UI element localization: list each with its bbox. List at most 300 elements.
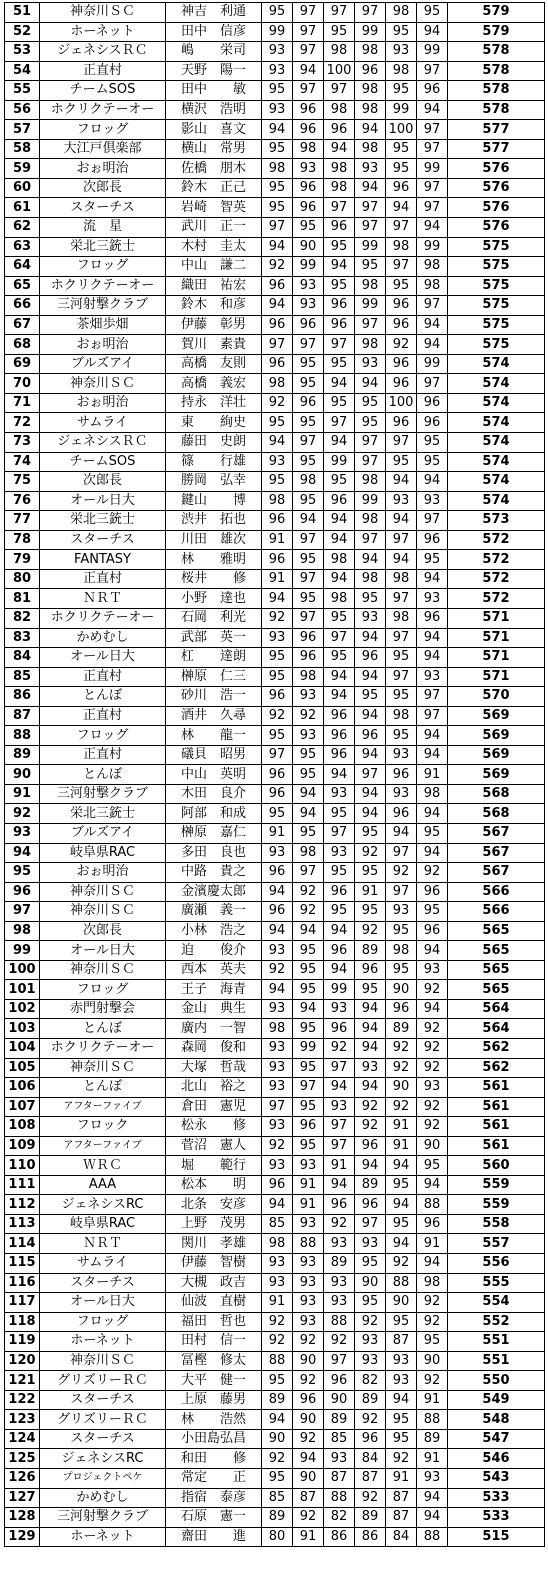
table-row [5,823,545,843]
series-score-cell: 97 [293,433,324,453]
series-score-cell: 88 [417,1195,448,1215]
series-score-cell: 97 [355,452,386,472]
series-score-cell: 90 [293,1410,324,1430]
series-score-cell: 93 [386,1351,417,1371]
series-score-cell: 95 [386,1312,417,1332]
total-score-cell: 551 [448,1332,545,1352]
team-cell: AAA [40,1175,166,1195]
series-score-cell: 90 [386,1078,417,1098]
shooter-name-cell: 酒井 久尋 [166,706,262,726]
series-score-cell: 95 [262,1371,293,1391]
series-score-cell: 92 [293,1508,324,1528]
team-cell: 栄北三銃士 [40,237,166,257]
series-score-cell: 98 [355,139,386,159]
team-cell: グリズリーＲＣ [40,1410,166,1430]
rank-cell: 122 [5,1390,40,1410]
team-cell: 神奈川ＳＣ [40,374,166,394]
shooter-name-cell: 桜井 修 [166,569,262,589]
shooter-name-cell: 中路 貴之 [166,863,262,883]
rank-cell: 90 [5,765,40,785]
series-score-cell: 93 [262,1038,293,1058]
series-score-cell: 95 [355,1254,386,1274]
series-score-cell: 98 [386,608,417,628]
series-score-cell: 93 [262,1058,293,1078]
rank-cell: 60 [5,178,40,198]
series-score-cell: 96 [262,765,293,785]
series-score-cell: 93 [386,902,417,922]
series-score-cell: 93 [293,296,324,316]
rank-cell: 85 [5,667,40,687]
table-row [5,1527,545,1547]
series-score-cell: 96 [293,1117,324,1137]
table-row [5,472,545,492]
total-score-cell: 556 [448,1254,545,1274]
series-score-cell: 98 [417,276,448,296]
series-score-cell: 95 [417,1156,448,1176]
series-score-cell: 95 [293,823,324,843]
team-cell: ホーネット [40,22,166,42]
table-row [5,42,545,62]
series-score-cell: 89 [355,1175,386,1195]
shooter-name-cell: 武部 英一 [166,628,262,648]
team-cell: おぉ明治 [40,393,166,413]
series-score-cell: 92 [417,1019,448,1039]
series-score-cell: 94 [262,980,293,1000]
series-score-cell: 96 [355,960,386,980]
rank-cell: 100 [5,960,40,980]
series-score-cell: 95 [293,218,324,238]
series-score-cell: 95 [417,1332,448,1352]
series-score-cell: 96 [262,276,293,296]
rank-cell: 126 [5,1469,40,1489]
team-cell: かめむし [40,628,166,648]
table-row [5,1449,545,1469]
series-score-cell: 98 [355,100,386,120]
series-score-cell: 88 [417,1410,448,1430]
table-row [5,61,545,81]
shooter-name-cell: 高橋 義宏 [166,374,262,394]
series-score-cell: 94 [417,335,448,355]
series-score-cell: 92 [386,335,417,355]
series-score-cell: 93 [417,589,448,609]
series-score-cell: 96 [262,784,293,804]
series-score-cell: 93 [324,1293,355,1313]
table-row [5,921,545,941]
team-cell: グリズリーＲＣ [40,1371,166,1391]
series-score-cell: 97 [355,315,386,335]
team-cell: サムライ [40,413,166,433]
rank-cell: 114 [5,1234,40,1254]
series-score-cell: 94 [386,823,417,843]
total-score-cell: 560 [448,1156,545,1176]
total-score-cell: 555 [448,1273,545,1293]
series-score-cell: 96 [417,608,448,628]
results-table [4,2,545,1547]
series-score-cell: 91 [262,1293,293,1313]
series-score-cell: 84 [355,1449,386,1469]
series-score-cell: 97 [417,296,448,316]
shooter-name-cell: 和田 修 [166,1449,262,1469]
team-cell: 次郎長 [40,921,166,941]
series-score-cell: 95 [293,1019,324,1039]
shooter-name-cell: 鍵山 博 [166,491,262,511]
team-cell: ホクリクテーオー [40,276,166,296]
series-score-cell: 98 [324,159,355,179]
shooter-name-cell: 杠 達朗 [166,648,262,668]
team-cell: サムライ [40,1254,166,1274]
rank-cell: 79 [5,550,40,570]
table-row [5,960,545,980]
series-score-cell: 95 [324,393,355,413]
rank-cell: 127 [5,1488,40,1508]
rank-cell: 58 [5,139,40,159]
series-score-cell: 94 [386,550,417,570]
series-score-cell: 95 [386,139,417,159]
table-row [5,1390,545,1410]
series-score-cell: 98 [417,784,448,804]
series-score-cell: 93 [293,1312,324,1332]
total-score-cell: 574 [448,393,545,413]
table-row [5,628,545,648]
team-cell: フロッグ [40,120,166,140]
rank-cell: 106 [5,1078,40,1098]
series-score-cell: 94 [386,198,417,218]
shooter-name-cell: 大平 健一 [166,1371,262,1391]
series-score-cell: 94 [355,374,386,394]
series-score-cell: 94 [386,1195,417,1215]
series-score-cell: 95 [293,745,324,765]
shooter-name-cell: 廣瀬 義一 [166,902,262,922]
series-score-cell: 97 [417,120,448,140]
shooter-name-cell: 伊藤 智樹 [166,1254,262,1274]
series-score-cell: 87 [324,1469,355,1489]
total-score-cell: 569 [448,706,545,726]
rank-cell: 101 [5,980,40,1000]
shooter-name-cell: 大塚 哲哉 [166,1058,262,1078]
series-score-cell: 94 [324,569,355,589]
series-score-cell: 97 [293,863,324,883]
series-score-cell: 96 [324,941,355,961]
rank-cell: 112 [5,1195,40,1215]
table-row [5,452,545,472]
shooter-name-cell: 齋田 進 [166,1527,262,1547]
series-score-cell: 92 [355,843,386,863]
series-score-cell: 88 [386,1273,417,1293]
series-score-cell: 89 [355,1390,386,1410]
rank-cell: 73 [5,433,40,453]
series-score-cell: 95 [262,667,293,687]
series-score-cell: 95 [293,1136,324,1156]
series-score-cell: 94 [417,648,448,668]
total-score-cell: 559 [448,1175,545,1195]
total-score-cell: 572 [448,550,545,570]
total-score-cell: 575 [448,335,545,355]
series-score-cell: 96 [417,921,448,941]
shooter-name-cell: 金濱慶太郎 [166,882,262,902]
table-row [5,1429,545,1449]
series-score-cell: 94 [355,804,386,824]
total-score-cell: 550 [448,1371,545,1391]
series-score-cell: 97 [417,706,448,726]
rank-cell: 118 [5,1312,40,1332]
shooter-name-cell: 林 雅明 [166,550,262,570]
table-row [5,1254,545,1274]
table-row [5,550,545,570]
series-score-cell: 91 [293,1527,324,1547]
table-row [5,3,545,23]
series-score-cell: 94 [355,706,386,726]
series-score-cell: 95 [324,472,355,492]
table-row [5,530,545,550]
team-cell: プロジェクトペケ [40,1469,166,1489]
table-row [5,1508,545,1528]
series-score-cell: 97 [324,1058,355,1078]
series-score-cell: 95 [355,589,386,609]
series-score-cell: 96 [355,1429,386,1449]
series-score-cell: 98 [293,139,324,159]
shooter-name-cell: 林 龍一 [166,726,262,746]
team-cell: 神奈川ＳＣ [40,1058,166,1078]
rank-cell: 86 [5,687,40,707]
total-score-cell: 571 [448,648,545,668]
shooter-name-cell: 中山 謙二 [166,257,262,277]
series-score-cell: 91 [386,1469,417,1489]
series-score-cell: 99 [293,1038,324,1058]
table-row [5,159,545,179]
total-score-cell: 574 [448,491,545,511]
series-score-cell: 94 [355,550,386,570]
series-score-cell: 95 [355,393,386,413]
series-score-cell: 95 [386,1410,417,1430]
series-score-cell: 96 [324,218,355,238]
series-score-cell: 95 [386,1175,417,1195]
series-score-cell: 97 [324,198,355,218]
series-score-cell: 94 [324,257,355,277]
table-row [5,999,545,1019]
team-cell: 正直村 [40,706,166,726]
team-cell: ホーネット [40,1332,166,1352]
shooter-name-cell: 高橋 友則 [166,354,262,374]
series-score-cell: 94 [293,61,324,81]
shooter-name-cell: 横沢 浩明 [166,100,262,120]
series-score-cell: 93 [386,1371,417,1391]
team-cell: ブルズアイ [40,354,166,374]
series-score-cell: 94 [417,569,448,589]
table-row [5,726,545,746]
rank-cell: 80 [5,569,40,589]
series-score-cell: 94 [386,1390,417,1410]
total-score-cell: 559 [448,1195,545,1215]
team-cell: 岐阜県RAC [40,843,166,863]
series-score-cell: 92 [417,1058,448,1078]
series-score-cell: 92 [386,1038,417,1058]
series-score-cell: 95 [417,550,448,570]
shooter-name-cell: 小田島弘昌 [166,1429,262,1449]
total-score-cell: 572 [448,569,545,589]
rank-cell: 62 [5,218,40,238]
table-row [5,1019,545,1039]
series-score-cell: 91 [417,1449,448,1469]
series-score-cell: 92 [417,1312,448,1332]
rank-cell: 64 [5,257,40,277]
team-cell: 栄北三銃士 [40,804,166,824]
shooter-name-cell: 川田 雄次 [166,530,262,550]
total-score-cell: 565 [448,921,545,941]
series-score-cell: 97 [262,218,293,238]
series-score-cell: 98 [355,472,386,492]
table-row [5,941,545,961]
series-score-cell: 98 [386,237,417,257]
rank-cell: 75 [5,472,40,492]
total-score-cell: 565 [448,941,545,961]
series-score-cell: 80 [262,1527,293,1547]
shooter-name-cell: 王子 海青 [166,980,262,1000]
series-score-cell: 99 [355,237,386,257]
total-score-cell: 574 [448,452,545,472]
series-score-cell: 98 [355,569,386,589]
series-score-cell: 94 [355,784,386,804]
table-row [5,1136,545,1156]
team-cell: 次郎長 [40,178,166,198]
series-score-cell: 96 [386,354,417,374]
series-score-cell: 96 [386,765,417,785]
series-score-cell: 95 [386,81,417,101]
series-score-cell: 98 [293,472,324,492]
series-score-cell: 94 [355,178,386,198]
series-score-cell: 93 [262,42,293,62]
team-cell: 神奈川ＳＣ [40,1351,166,1371]
rank-cell: 54 [5,61,40,81]
total-score-cell: 575 [448,237,545,257]
series-score-cell: 96 [355,61,386,81]
shooter-name-cell: 嶋 栄司 [166,42,262,62]
series-score-cell: 90 [262,1429,293,1449]
total-score-cell: 567 [448,843,545,863]
total-score-cell: 548 [448,1410,545,1430]
series-score-cell: 90 [417,1351,448,1371]
series-score-cell: 93 [262,1078,293,1098]
shooter-name-cell: 西本 英夫 [166,960,262,980]
series-score-cell: 94 [324,530,355,550]
series-score-cell: 93 [262,452,293,472]
series-score-cell: 90 [386,980,417,1000]
rank-cell: 72 [5,413,40,433]
rank-cell: 102 [5,999,40,1019]
series-score-cell: 99 [262,22,293,42]
team-cell: フロッグ [40,1312,166,1332]
series-score-cell: 100 [386,120,417,140]
series-score-cell: 94 [293,921,324,941]
shooter-name-cell: 森岡 俊和 [166,1038,262,1058]
table-row [5,178,545,198]
team-cell: 三河射撃クラブ [40,296,166,316]
series-score-cell: 95 [262,1469,293,1489]
rank-cell: 123 [5,1410,40,1430]
rank-cell: 107 [5,1097,40,1117]
series-score-cell: 93 [386,42,417,62]
series-score-cell: 87 [386,1332,417,1352]
series-score-cell: 95 [262,3,293,23]
series-score-cell: 100 [386,393,417,413]
series-score-cell: 98 [324,178,355,198]
series-score-cell: 95 [417,823,448,843]
series-score-cell: 89 [324,1410,355,1430]
total-score-cell: 572 [448,530,545,550]
series-score-cell: 93 [355,1351,386,1371]
series-score-cell: 94 [417,941,448,961]
total-score-cell: 567 [448,863,545,883]
series-score-cell: 97 [386,257,417,277]
rank-cell: 115 [5,1254,40,1274]
total-score-cell: 576 [448,198,545,218]
series-score-cell: 93 [293,1254,324,1274]
total-score-cell: 515 [448,1527,545,1547]
table-row [5,1410,545,1430]
series-score-cell: 91 [293,1175,324,1195]
rank-cell: 69 [5,354,40,374]
series-score-cell: 88 [417,1527,448,1547]
table-row [5,1469,545,1489]
rank-cell: 68 [5,335,40,355]
rank-cell: 76 [5,491,40,511]
series-score-cell: 93 [262,61,293,81]
series-score-cell: 95 [262,139,293,159]
team-cell: アフターファイブ [40,1097,166,1117]
team-cell: 神奈川ＳＣ [40,960,166,980]
series-score-cell: 94 [417,315,448,335]
table-row [5,804,545,824]
series-score-cell: 92 [417,1038,448,1058]
series-score-cell: 89 [355,1508,386,1528]
series-score-cell: 95 [324,354,355,374]
series-score-cell: 99 [386,100,417,120]
series-score-cell: 94 [417,1175,448,1195]
rank-cell: 125 [5,1449,40,1469]
series-score-cell: 98 [293,843,324,863]
team-cell: スターチス [40,198,166,218]
series-score-cell: 98 [386,941,417,961]
team-cell: FANTASY [40,550,166,570]
rank-cell: 129 [5,1527,40,1547]
series-score-cell: 95 [324,276,355,296]
shooter-name-cell: 菅沼 憲人 [166,1136,262,1156]
total-score-cell: 557 [448,1234,545,1254]
series-score-cell: 93 [293,1293,324,1313]
shooter-name-cell: 松永 修 [166,1117,262,1137]
rank-cell: 117 [5,1293,40,1313]
total-score-cell: 570 [448,687,545,707]
series-score-cell: 97 [293,3,324,23]
series-score-cell: 92 [417,1293,448,1313]
series-score-cell: 94 [417,100,448,120]
series-score-cell: 87 [293,1488,324,1508]
table-row [5,315,545,335]
series-score-cell: 94 [262,433,293,453]
series-score-cell: 94 [355,1019,386,1039]
series-score-cell: 92 [417,863,448,883]
shooter-name-cell: 勝岡 弘幸 [166,472,262,492]
series-score-cell: 91 [386,1117,417,1137]
series-score-cell: 97 [355,218,386,238]
series-score-cell: 90 [417,1136,448,1156]
shooter-name-cell: 砂川 浩一 [166,687,262,707]
series-score-cell: 96 [262,550,293,570]
table-row [5,745,545,765]
table-row [5,22,545,42]
total-score-cell: 566 [448,882,545,902]
series-score-cell: 93 [324,784,355,804]
rank-cell: 93 [5,823,40,843]
